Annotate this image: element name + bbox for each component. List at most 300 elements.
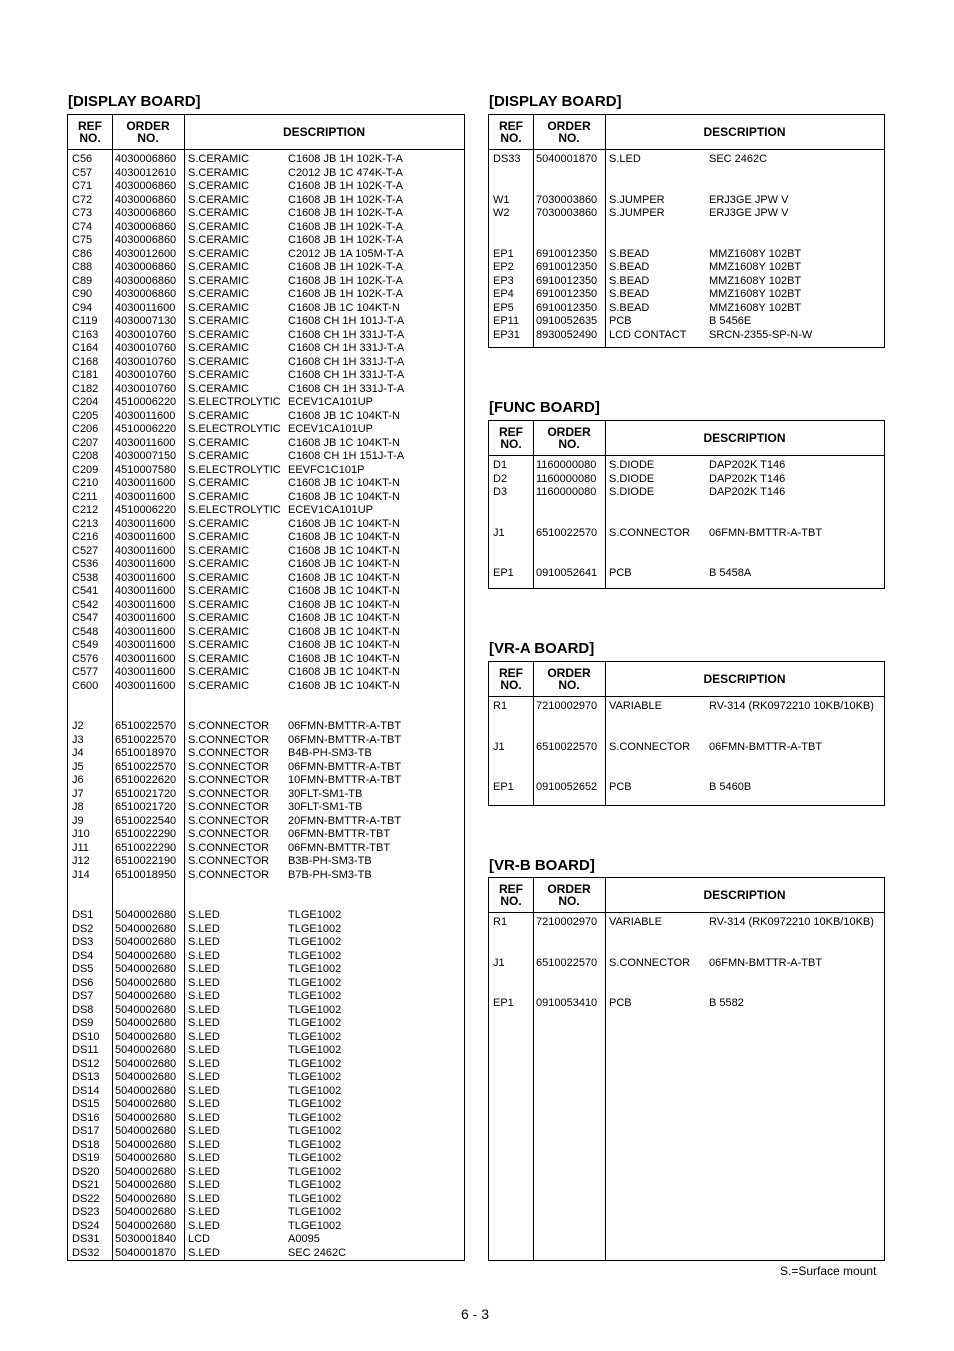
table-row — [68, 626, 464, 640]
part-spec: C1608 JB 1C 104KT-N — [288, 679, 400, 692]
part-spec: C1608 JB 1C 104KT-N — [288, 639, 400, 651]
ref-no: DS22 — [72, 1192, 100, 1205]
part-type: S.BEAD — [609, 247, 650, 260]
spacer-row — [489, 540, 884, 554]
order-no: 5040002680 — [115, 1125, 177, 1137]
order-no: 4030011600 — [115, 409, 176, 422]
part-type: S.LED — [188, 963, 220, 975]
order-no: 4510006220 — [115, 396, 177, 408]
part-type: S.CONNECTOR — [188, 787, 270, 800]
ref-no: C205 — [72, 409, 99, 422]
ref-no: C542 — [72, 598, 99, 611]
order-no: 4030010760 — [115, 342, 177, 354]
part-type: PCB — [609, 997, 632, 1009]
description-header: DESCRIPTION — [703, 888, 786, 902]
part-spec: C1608 JB 1H 102K-T-A — [288, 288, 403, 300]
table-row — [68, 545, 464, 559]
part-spec: TLGE1002 — [288, 1165, 342, 1178]
part-spec: 06FMN-BMTTR-A-TBT — [709, 526, 823, 539]
table-row — [68, 261, 464, 275]
part-type: S.LED — [188, 936, 220, 948]
table-row — [68, 1058, 464, 1072]
part-type: S.LED — [188, 1138, 220, 1151]
part-spec: TLGE1002 — [288, 1192, 342, 1205]
order-no: 5040002680 — [115, 922, 177, 935]
order-no: 4030011600 — [115, 436, 176, 449]
part-type: S.CERAMIC — [188, 571, 250, 584]
table-row — [68, 1044, 464, 1058]
ref-no: C210 — [72, 477, 99, 489]
part-spec: 30FLT-SM1-TB — [288, 787, 363, 800]
part-spec: ECEV1CA101UP — [288, 396, 373, 408]
part-spec: MMZ1608Y 102BT — [709, 301, 802, 314]
part-type: S.LED — [188, 1057, 220, 1070]
ref-no: DS8 — [72, 1003, 94, 1016]
order-no: 4030010760 — [115, 382, 177, 395]
ref-no: DS7 — [72, 990, 94, 1002]
table-row — [489, 957, 884, 971]
order-no: 6510022570 — [115, 760, 177, 773]
part-type: S.CERAMIC — [188, 274, 250, 287]
ref-no: C72 — [72, 193, 93, 206]
ref-no: J4 — [72, 747, 84, 759]
table-body — [489, 916, 884, 1011]
order-no: 4030011600 — [115, 652, 176, 665]
part-spec: B 5458A — [709, 567, 752, 579]
part-type: S.CERAMIC — [188, 247, 250, 260]
table-row — [68, 774, 464, 788]
ref-no: C182 — [72, 382, 99, 395]
ref-no: C549 — [72, 639, 99, 651]
order-no: 5030001840 — [115, 1233, 177, 1245]
part-spec: C1608 JB 1C 104KT-N — [288, 666, 400, 678]
table-row — [68, 531, 464, 545]
part-type: S.BEAD — [609, 274, 650, 287]
part-type: VARIABLE — [609, 700, 662, 712]
ref-no: C164 — [72, 342, 99, 354]
ref-no: C74 — [72, 220, 93, 233]
spacer-row — [489, 768, 884, 782]
table-row — [68, 761, 464, 775]
part-spec: TLGE1002 — [288, 1044, 342, 1056]
table-row — [68, 923, 464, 937]
ref-no: EP31 — [493, 328, 520, 341]
table-row — [68, 936, 464, 950]
part-type: S.CERAMIC — [188, 625, 250, 638]
order-no: 5040002680 — [115, 1030, 177, 1043]
order-no: 4510006220 — [115, 504, 177, 516]
table-row — [68, 1098, 464, 1112]
part-spec: MMZ1608Y 102BT — [709, 288, 802, 300]
table-row — [68, 1220, 464, 1234]
spacer-row — [489, 754, 884, 768]
ref-no-header: REF NO. — [499, 425, 523, 451]
table-row — [68, 153, 464, 167]
table-row — [68, 342, 464, 356]
spacer-row — [489, 930, 884, 944]
table-row — [68, 1247, 464, 1261]
table-row — [68, 1166, 464, 1180]
table-body — [489, 700, 884, 795]
order-no: 4030010760 — [115, 369, 177, 381]
ref-no: C208 — [72, 450, 99, 462]
order-no: 4030011600 — [115, 625, 176, 638]
ref-no: J7 — [72, 787, 84, 800]
page-number: 6 - 3 — [461, 1306, 490, 1322]
ref-no: J3 — [72, 733, 84, 746]
table-row — [68, 747, 464, 761]
ref-no: J5 — [72, 760, 84, 773]
table-body — [489, 459, 884, 581]
order-no: 5040002680 — [115, 1003, 177, 1016]
order-no: 4030007130 — [115, 315, 177, 327]
ref-no: EP1 — [493, 247, 514, 260]
part-type: S.LED — [188, 990, 220, 1002]
table-row — [68, 234, 464, 248]
part-spec: DAP202K T146 — [709, 472, 786, 485]
ref-no: EP1 — [493, 781, 514, 793]
part-type: PCB — [609, 315, 632, 327]
part-type: S.LED — [188, 1246, 220, 1259]
ref-no: C89 — [72, 274, 93, 287]
order-no: 5040002680 — [115, 1071, 177, 1083]
description-header: DESCRIPTION — [282, 125, 365, 139]
ref-no: C181 — [72, 369, 99, 381]
table-row — [68, 639, 464, 653]
order-no: 7210002970 — [536, 700, 598, 712]
ref-no: DS3 — [72, 936, 94, 948]
order-no: 5040002680 — [115, 1219, 177, 1232]
part-spec: TLGE1002 — [288, 1179, 342, 1191]
part-type: S.BEAD — [609, 261, 650, 273]
part-type: S.LED — [188, 1044, 220, 1056]
part-type: S.CERAMIC — [188, 477, 250, 489]
ref-no: DS9 — [72, 1017, 94, 1029]
part-spec: TLGE1002 — [288, 936, 342, 948]
part-type: S.CONNECTOR — [609, 956, 691, 969]
part-spec: B3B-PH-SM3-TB — [288, 855, 372, 867]
spacer-row — [489, 984, 884, 998]
table-row — [489, 288, 884, 302]
ref-no: DS13 — [72, 1071, 100, 1083]
table-row — [68, 1152, 464, 1166]
ref-no: J12 — [72, 855, 90, 867]
ref-no: W1 — [493, 193, 510, 206]
vra-board-title: [VR-A BOARD] — [489, 640, 595, 657]
table-row — [68, 288, 464, 302]
part-spec: 06FMN-BMTTR-A-TBT — [288, 720, 402, 732]
part-spec: DAP202K T146 — [709, 486, 786, 498]
ref-no: C86 — [72, 247, 93, 260]
ref-no: DS31 — [72, 1233, 100, 1245]
part-type: S.CERAMIC — [188, 612, 250, 624]
table-row — [489, 781, 884, 795]
table-row — [68, 437, 464, 451]
part-type: S.ELECTROLYTIC — [188, 396, 281, 408]
table-row — [489, 473, 884, 487]
table-row — [489, 916, 884, 930]
part-type: S.CERAMIC — [188, 301, 250, 314]
order-no: 6910012350 — [536, 288, 598, 300]
table-row — [68, 194, 464, 208]
part-spec: TLGE1002 — [288, 1152, 342, 1164]
table-row — [68, 356, 464, 370]
ref-no: EP4 — [493, 288, 514, 300]
table-row — [68, 815, 464, 829]
ref-no: DS4 — [72, 949, 94, 962]
order-no: 6510022570 — [536, 526, 598, 539]
table-row — [68, 423, 464, 437]
table-row — [68, 315, 464, 329]
table-row — [489, 329, 884, 343]
part-spec: TLGE1002 — [288, 1057, 342, 1070]
order-no-header: ORDER NO. — [547, 425, 591, 451]
order-no: 5040002680 — [115, 990, 177, 1002]
ref-no: J11 — [72, 841, 89, 854]
order-no: 6510018970 — [115, 747, 177, 759]
order-no-header: ORDER NO. — [547, 882, 591, 908]
left-display-board-title: [DISPLAY BOARD] — [68, 93, 201, 110]
order-no: 4030011600 — [115, 585, 176, 597]
ref-no: C57 — [72, 166, 93, 179]
part-spec: 06FMN-BMTTR-A-TBT — [288, 733, 402, 746]
part-spec: ECEV1CA101UP — [288, 423, 373, 435]
spacer-row — [489, 167, 884, 181]
spacer-row — [489, 180, 884, 194]
ref-no: C75 — [72, 234, 93, 246]
part-spec: C1608 JB 1C 104KT-N — [288, 598, 400, 611]
part-spec: C1608 JB 1C 104KT-N — [288, 652, 400, 665]
order-no-header: ORDER NO. — [126, 119, 170, 145]
order-no: 4030006860 — [115, 207, 177, 219]
part-type: S.CERAMIC — [188, 666, 250, 678]
part-spec: TLGE1002 — [288, 1206, 342, 1218]
table-header — [489, 421, 884, 456]
ref-no: C94 — [72, 301, 93, 314]
part-type: S.DIODE — [609, 486, 655, 498]
func-board-title: [FUNC BOARD] — [489, 399, 600, 416]
ref-no: DS33 — [493, 153, 521, 165]
part-spec: RV-314 (RK0972210 10KB/10KB) — [709, 916, 874, 928]
part-type: S.CONNECTOR — [188, 774, 270, 786]
part-type: S.CERAMIC — [188, 679, 250, 692]
order-no: 1160000080 — [536, 486, 597, 498]
part-spec: C1608 CH 1H 151J-T-A — [288, 450, 405, 462]
ref-no: C206 — [72, 423, 99, 435]
part-spec: C1608 JB 1H 102K-T-A — [288, 193, 403, 206]
part-type: S.CERAMIC — [188, 531, 250, 543]
ref-no: C527 — [72, 544, 99, 557]
part-spec: TLGE1002 — [288, 1219, 342, 1232]
ref-no: C216 — [72, 531, 99, 543]
order-no: 6510022570 — [536, 956, 598, 969]
order-no: 5040002680 — [115, 1017, 177, 1029]
order-no: 6910012350 — [536, 261, 598, 273]
part-type: S.CERAMIC — [188, 315, 250, 327]
table-row — [68, 585, 464, 599]
ref-no: J6 — [72, 774, 84, 786]
part-type: S.CERAMIC — [188, 180, 250, 192]
ref-no: J2 — [72, 720, 84, 732]
part-type: S.CONNECTOR — [188, 868, 270, 881]
ref-no: DS14 — [72, 1084, 100, 1097]
order-no: 4030012600 — [115, 247, 177, 260]
ref-no: EP1 — [493, 997, 514, 1009]
table-row — [68, 990, 464, 1004]
order-no: 5040002680 — [115, 1044, 177, 1056]
order-no: 5040002680 — [115, 1138, 177, 1151]
part-type: S.BEAD — [609, 301, 650, 314]
spacer-row — [68, 707, 464, 721]
part-type: S.CERAMIC — [188, 490, 250, 503]
ref-no: J8 — [72, 801, 84, 813]
part-type: S.CERAMIC — [188, 517, 250, 530]
part-spec: SEC 2462C — [288, 1246, 347, 1259]
part-spec: TLGE1002 — [288, 990, 342, 1002]
part-spec: B7B-PH-SM3-TB — [288, 868, 372, 881]
part-spec: ERJ3GE JPW V — [709, 193, 789, 206]
ref-no: DS10 — [72, 1030, 100, 1043]
part-type: S.CONNECTOR — [609, 526, 691, 539]
order-no: 4030011600 — [115, 477, 176, 489]
part-type: S.CERAMIC — [188, 409, 250, 422]
part-spec: C1608 CH 1H 331J-T-A — [288, 382, 405, 395]
table-row — [68, 720, 464, 734]
part-type: S.CONNECTOR — [188, 801, 270, 813]
part-type: S.CERAMIC — [188, 288, 250, 300]
table-row — [68, 167, 464, 181]
part-spec: 30FLT-SM1-TB — [288, 801, 363, 813]
ref-no: EP1 — [493, 567, 514, 579]
part-type: S.LED — [188, 976, 220, 989]
table-row — [68, 302, 464, 316]
part-type: S.ELECTROLYTIC — [188, 463, 281, 476]
part-spec: C1608 JB 1C 104KT-N — [288, 477, 400, 489]
table-row — [68, 1193, 464, 1207]
left-display-board-table — [67, 114, 465, 1261]
table-row — [68, 518, 464, 532]
table-row — [68, 855, 464, 869]
part-spec: C1608 JB 1H 102K-T-A — [288, 261, 403, 273]
part-type: S.JUMPER — [609, 207, 665, 219]
part-spec: 10FMN-BMTTR-A-TBT — [288, 774, 402, 786]
table-row — [68, 963, 464, 977]
order-no: 5040002680 — [115, 1165, 177, 1178]
spacer-row — [489, 221, 884, 235]
part-spec: C1608 JB 1C 104KT-N — [288, 409, 400, 422]
order-no: 5040002680 — [115, 963, 177, 975]
ref-no: C576 — [72, 652, 99, 665]
table-row — [489, 275, 884, 289]
ref-no: C163 — [72, 328, 99, 341]
order-no: 6510022290 — [115, 841, 177, 854]
ref-no: J1 — [493, 956, 505, 969]
ref-no: DS20 — [72, 1165, 100, 1178]
table-row — [489, 261, 884, 275]
ref-no: DS11 — [72, 1044, 99, 1056]
part-spec: C2012 JB 1C 474K-T-A — [288, 166, 403, 179]
part-spec: C1608 JB 1H 102K-T-A — [288, 153, 403, 165]
part-spec: TLGE1002 — [288, 922, 342, 935]
order-no: 4510006220 — [115, 423, 177, 435]
order-no: 5040002680 — [115, 1057, 177, 1070]
part-type: S.LED — [188, 1071, 220, 1083]
ref-no: DS19 — [72, 1152, 100, 1164]
order-no: 5040001870 — [536, 153, 598, 165]
order-no: 4510007580 — [115, 463, 177, 476]
ref-no-header: REF NO. — [499, 119, 523, 145]
part-spec: C1608 JB 1C 104KT-N — [288, 544, 400, 557]
vrb-board-table — [488, 877, 885, 1261]
part-type: S.CERAMIC — [188, 234, 250, 246]
part-type: S.LED — [188, 922, 220, 935]
table-row — [68, 329, 464, 343]
ref-no: C71 — [72, 180, 93, 192]
spacer-row — [489, 970, 884, 984]
order-no-header: ORDER NO. — [547, 666, 591, 692]
ref-no: C88 — [72, 261, 93, 273]
order-no: 4030006860 — [115, 234, 177, 246]
order-no: 4030006860 — [115, 220, 177, 233]
order-no: 6510018950 — [115, 868, 177, 881]
order-no: 5040002680 — [115, 1098, 177, 1110]
part-spec: C1608 JB 1C 104KT-N — [288, 558, 400, 570]
part-spec: TLGE1002 — [288, 963, 342, 975]
part-spec: C1608 CH 1H 331J-T-A — [288, 369, 405, 381]
part-type: S.CERAMIC — [188, 436, 250, 449]
table-row — [68, 1233, 464, 1247]
ref-no-header: REF NO. — [499, 666, 523, 692]
ref-no: EP2 — [493, 261, 514, 273]
order-no: 4030012610 — [115, 166, 177, 179]
part-type: S.LED — [188, 909, 220, 921]
order-no: 4030011600 — [115, 571, 176, 584]
order-no: 5040002680 — [115, 1111, 177, 1124]
table-row — [68, 572, 464, 586]
part-type: S.LED — [188, 949, 220, 962]
part-spec: B 5456E — [709, 315, 752, 327]
right-display-board-title: [DISPLAY BOARD] — [489, 93, 622, 110]
table-row — [68, 221, 464, 235]
table-row — [68, 464, 464, 478]
order-no: 7210002970 — [536, 916, 598, 928]
order-no: 6510022290 — [115, 828, 177, 840]
part-type: S.LED — [188, 1111, 220, 1124]
order-no: 5040002680 — [115, 1206, 177, 1218]
ref-no: D1 — [493, 459, 508, 471]
ref-no: C211 — [72, 490, 98, 503]
part-type: S.CONNECTOR — [188, 828, 270, 840]
table-row — [68, 801, 464, 815]
order-no: 4030007150 — [115, 450, 177, 462]
part-spec: MMZ1608Y 102BT — [709, 274, 802, 287]
part-spec: RV-314 (RK0972210 10KB/10KB) — [709, 700, 874, 712]
table-row — [489, 302, 884, 316]
table-row — [68, 1071, 464, 1085]
part-spec: ERJ3GE JPW V — [709, 207, 789, 219]
order-no: 4030010760 — [115, 355, 177, 368]
order-no: 1160000080 — [536, 472, 597, 485]
part-type: S.CERAMIC — [188, 382, 250, 395]
part-type: S.CERAMIC — [188, 355, 250, 368]
part-spec: 06FMN-BMTTR-TBT — [288, 828, 391, 840]
order-no: 4030011600 — [115, 558, 176, 570]
order-no: 7030003860 — [536, 193, 598, 206]
part-spec: TLGE1002 — [288, 909, 342, 921]
ref-no: C212 — [72, 504, 99, 516]
part-spec: EEVFC1C101P — [288, 463, 365, 476]
table-row — [68, 909, 464, 923]
